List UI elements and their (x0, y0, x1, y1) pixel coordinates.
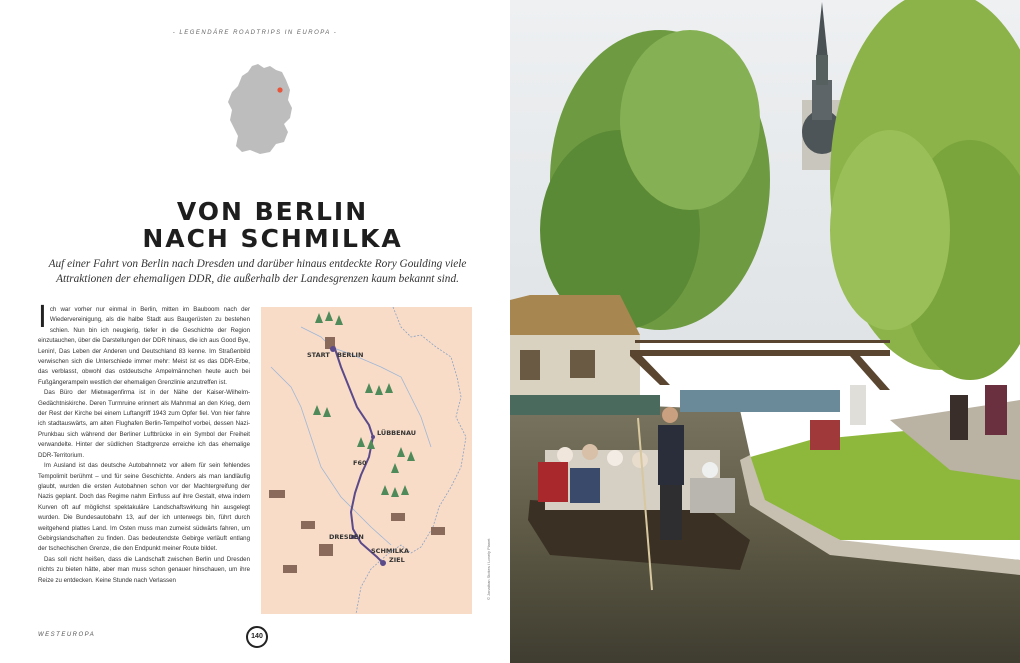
standfirst: Auf einer Fahrt von Berlin nach Dresden und darüber hinaus entdeckte Rory Goulding viele Attraktionen der ehemaligen DDR, die außerhalb der Landesgrenzen kaum bekannt sind. (48, 258, 467, 285)
house-icon (283, 565, 297, 573)
label-berlin: BERLIN (337, 351, 364, 359)
paragraph-2: Das Büro der Mietwagenfirma ist in der Nähe der Kaiser-Wilhelm-Gedächtniskirche. Deren Turmruine erinnert als Mahnmal an den Krieg, dem der Rest der Kirche bei einem Luftangriff 1943 zum Opfer fiel. Von hier fahre ich stadtauswärts, am alten Flughafen Berlin-Tempelhof vorbei, dessen Nazi-Prunkbau sich während der Berliner Luftbrücke in ein Symbol der Freiheit verwandelte. Hinter der südlichen Stadtgrenze erreiche ich das ehemalige DDR-Territorium. (38, 389, 250, 459)
luebbenau-marker (371, 435, 375, 439)
moored-boats (680, 390, 840, 412)
article-body (38, 300, 250, 586)
label-ziel: ZIEL (389, 556, 405, 564)
dresden-building-icon (319, 544, 333, 556)
house-icon (391, 513, 405, 521)
title-line-2: NACH SCHMILKA (142, 224, 403, 253)
house-icon (301, 521, 315, 529)
label-dresden: DRESDEN (329, 533, 364, 541)
label-road-f60: F60 (353, 459, 367, 467)
paragraph-3: Im Ausland ist das deutsche Autobahnnetz vor allem für sein fehlendes Tempolimit berühmt – und für seine Geschichte. Anders als man landläufig glaubt, wurden die ersten Autobahnen schon vor der Machtergreifung der Nazis geplant. Doch das Regime nahm Einfluss auf ihre Gestalt, etwa indem Kurven oft auf möglichst spektakuläre Landschaftswirkung hin ausgelegt wurden. Die Bundesautobahn 13, auf der ich unterwegs bin, führt durch weitgehend plattes Land. Im Osten muss man zumeist südwärts fahren, um Gebirgslandschaften zu finden. Das bedeutendste Gebirge verläuft entlang der tschechischen Grenze, die den Endpunkt meiner Route bildet. (38, 462, 250, 553)
route-map (261, 307, 472, 614)
wooden-bridge (630, 340, 890, 390)
page-title (0, 198, 545, 252)
section-kicker: - LEGENDÄRE ROADTRIPS IN EUROPA - (172, 30, 338, 36)
germany-locator-map (224, 62, 296, 157)
title-line-1: VON BERLIN (176, 197, 369, 226)
label-schmilka: SCHMILKA (371, 547, 409, 555)
spreewald-photo (510, 0, 1020, 663)
page-number: 140 (246, 626, 268, 648)
label-start: START (307, 351, 330, 359)
boathouse-roof (510, 295, 640, 340)
label-luebbenau: LÜBBENAU (377, 429, 417, 437)
start-marker (330, 346, 336, 352)
ziel-marker (380, 560, 386, 566)
house-icon (269, 490, 285, 498)
paragraph-4: Das soll nicht heißen, dass die Landschaft zwischen Berlin und Dresden nichts zu bieten hätte, aber man muss schon genauer hinschauen, um ihre Reize zu entdecken. Keine Stunde nach Verlassen (38, 555, 250, 584)
berlin-location-dot (277, 87, 282, 92)
running-footer: WESTEUROPA (38, 632, 96, 638)
photo-spread (510, 0, 1020, 663)
germany-outline (228, 64, 292, 154)
paragraph-1: Ich war vorher nur einmal in Berlin, mitten im Bauboom nach der Wiedervereinigung, als die halbe Stadt aus Baugerüsten zu bestehen schien. Nun bin ich neugierig, tiefer in die Geschichte der Region einzutauchen, über die Darstellungen der DDR hinaus, die ich aus Good Bye, Lenin!, Das Leben der Anderen und Deutschland 83 kenne. Im Straßenbild verwischen sich die Unterschiede immer mehr: Meist ist es das DDR-Erbe, das verblasst, obwohl das ostdeutsche Ampelmännchen heute auch bei Fußgängerampeln westlich der ehemaligen Grenzlinie anzutreffen ist. (38, 300, 250, 386)
photo-credit: © Jonathan Stokes / Lonely Planet (486, 538, 491, 600)
drop-cap: I (38, 300, 47, 335)
house-icon (431, 527, 445, 535)
